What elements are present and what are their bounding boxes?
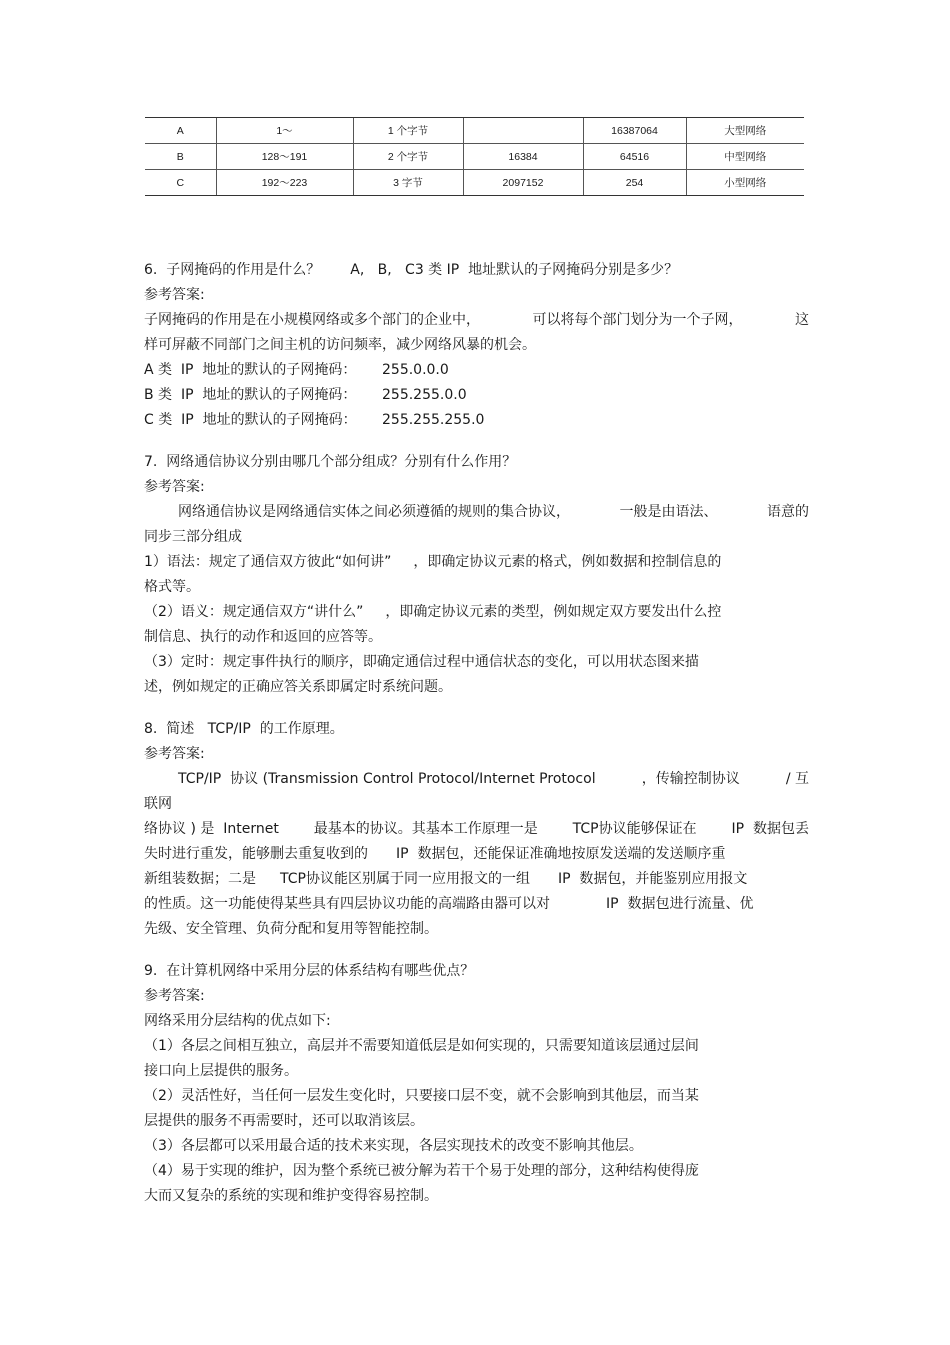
paragraph-line: 格式等。 <box>144 579 200 595</box>
table-cell: 中型网络 <box>686 144 804 170</box>
table-cell: 64516 <box>583 144 686 170</box>
text-segment: 新组装数据；二是 <box>144 871 256 887</box>
text-segment: IP 数据包，并能鉴别应用报文 <box>557 871 748 887</box>
paragraph-line: （3）定时：规定事件执行的顺序，即确定通信过程中通信状态的变化，可以用状态图来描 <box>144 654 699 670</box>
paragraph-line: 联网 <box>144 796 172 812</box>
table-cell: 192～223 <box>216 170 353 196</box>
table-cell: B <box>145 144 216 170</box>
question-6-title-part-2: A, B, C3 类 IP 地址默认的子网掩码分别是多少？ <box>350 262 679 278</box>
paragraph-line: 层提供的服务不再需要时，还可以取消该层。 <box>144 1113 424 1129</box>
table-cell: 1 个字节 <box>353 118 463 144</box>
answer-label: 参考答案: <box>144 479 205 495</box>
paragraph-line: 述，例如规定的正确应答关系即属定时系统问题。 <box>144 679 452 695</box>
answer-label: 参考答案: <box>144 988 205 1004</box>
table-cell: 2097152 <box>463 170 583 196</box>
text-segment: 的性质。这一功能使得某些具有四层协议功能的高端路由器可以对 <box>144 896 550 912</box>
paragraph-line: （3）各层都可以采用最合适的技术来实现，各层实现技术的改变不影响其他层。 <box>144 1138 643 1154</box>
paragraph-line <box>144 500 809 525</box>
text-segment: （2）语义：规定通信双方“讲什么” <box>144 604 364 620</box>
table-cell: 254 <box>583 170 686 196</box>
ip-class-table-body <box>145 118 804 196</box>
question-8-title: 8. 简述 TCP/IP 的工作原理。 <box>144 721 344 737</box>
paragraph-line: 大而又复杂的系统的实现和维护变得容易控制。 <box>144 1188 438 1204</box>
mask-a-line <box>144 358 809 383</box>
paragraph-line <box>144 308 809 333</box>
paragraph-line: 网络采用分层结构的优点如下: <box>144 1013 331 1029</box>
question-9-title: 9. 在计算机网络中采用分层的体系结构有哪些优点？ <box>144 963 475 979</box>
mask-b-label: B 类 IP 地址的默认的子网掩码： <box>144 387 357 403</box>
mask-c-label: C 类 IP 地址的默认的子网掩码： <box>144 412 357 428</box>
paragraph-line: （1）各层之间相互独立，高层并不需要知道低层是如何实现的，只需要知道该层通过层间 <box>144 1038 699 1054</box>
table-cell: C <box>145 170 216 196</box>
text-segment: / 互 <box>785 771 809 787</box>
table-cell: 大型网络 <box>686 118 804 144</box>
text-segment: IP 数据包，还能保证准确地按原发送端的发送顺序重 <box>396 846 726 862</box>
table-cell: 1～ <box>216 118 353 144</box>
text-segment: 最基本的协议。其基本工作原理一是 <box>313 821 538 837</box>
table-cell <box>463 118 583 144</box>
table-cell: 小型网络 <box>686 170 804 196</box>
text-segment: ，即确定协议元素的格式，例如数据和控制信息的 <box>413 554 722 570</box>
table-cell: 16387064 <box>583 118 686 144</box>
question-7-title: 7. 网络通信协议分别由哪几个部分组成？分别有什么作用？ <box>144 454 517 470</box>
paragraph-line: 制信息、执行的动作和返回的应答等。 <box>144 629 382 645</box>
mask-b-value: 255.255.0.0 <box>382 387 467 403</box>
text-segment: ，即确定协议元素的类型，例如规定双方要发出什么控 <box>385 604 722 620</box>
paragraph-line <box>144 892 809 917</box>
paragraph-line: 样可屏蔽不同部门之间主机的访问频率，减少网络风暴的机会。 <box>144 337 536 353</box>
answer-label: 参考答案: <box>144 746 205 762</box>
text-segment: 可以将每个部门划分为一个子网， <box>532 312 743 328</box>
text-segment: TCP协议能区别属于同一应用报文的一组 <box>280 871 530 887</box>
mask-c-line <box>144 408 809 433</box>
text-segment: 失时进行重发，能够删去重复收到的 <box>144 846 368 862</box>
question-6-title-part-1: 6. 子网掩码的作用是什么？ <box>144 262 321 278</box>
text-segment: ，传输控制协议 <box>641 771 740 787</box>
paragraph-line: （2）灵活性好，当任何一层发生变化时，只要接口层不变，就不会影响到其他层，而当某 <box>144 1088 699 1104</box>
mask-a-value: 255.0.0.0 <box>382 362 449 378</box>
mask-c-value: 255.255.255.0 <box>382 412 485 428</box>
table-row <box>145 118 804 144</box>
text-segment: 子网掩码的作用是在小规模网络或多个部门的企业中， <box>144 312 480 328</box>
text-segment: 络协议 ) 是 Internet <box>144 821 279 837</box>
mask-a-label: A 类 IP 地址的默认的子网掩码： <box>144 362 357 378</box>
document-body <box>144 258 809 1209</box>
paragraph-line: （4）易于实现的维护，因为整个系统已被分解为若干个易于处理的部分，这种结构使得庞 <box>144 1163 699 1179</box>
text-segment: 网络通信协议是网络通信实体之间必须遵循的规则的集合协议， <box>178 504 570 520</box>
table-cell: A <box>145 118 216 144</box>
text-segment: 一般是由语法、 <box>619 504 718 520</box>
text-segment: 1）语法：规定了通信双方彼此“如何讲” <box>144 554 392 570</box>
text-segment: TCP协议能够保证在 <box>572 821 697 837</box>
text-segment: TCP/IP 协议 (Transmission Control Protocol/Internet Protocol <box>178 771 596 787</box>
paragraph-line <box>144 842 809 867</box>
paragraph-line <box>144 867 809 892</box>
ip-class-table <box>145 117 804 196</box>
paragraph-line <box>144 600 809 625</box>
text-segment: IP 数据包进行流量、优 <box>606 896 754 912</box>
table-row <box>145 170 804 196</box>
paragraph-line <box>144 767 809 792</box>
table-cell: 2 个字节 <box>353 144 463 170</box>
table-cell: 3 字节 <box>353 170 463 196</box>
paragraph-line <box>144 550 809 575</box>
table-cell: 16384 <box>463 144 583 170</box>
answer-label: 参考答案: <box>144 287 205 303</box>
table-cell: 128～191 <box>216 144 353 170</box>
text-segment: IP 数据包丢 <box>731 821 809 837</box>
paragraph-line: 先级、安全管理、负荷分配和复用等智能控制。 <box>144 921 438 937</box>
mask-b-line <box>144 383 809 408</box>
paragraph-line: 同步三部分组成 <box>144 529 242 545</box>
paragraph-line: 接口向上层提供的服务。 <box>144 1063 298 1079</box>
text-segment: 语意的 <box>767 504 809 520</box>
paragraph-line <box>144 817 809 842</box>
table-row <box>145 144 804 170</box>
question-6-title <box>144 258 809 283</box>
text-segment: 这 <box>795 312 809 328</box>
